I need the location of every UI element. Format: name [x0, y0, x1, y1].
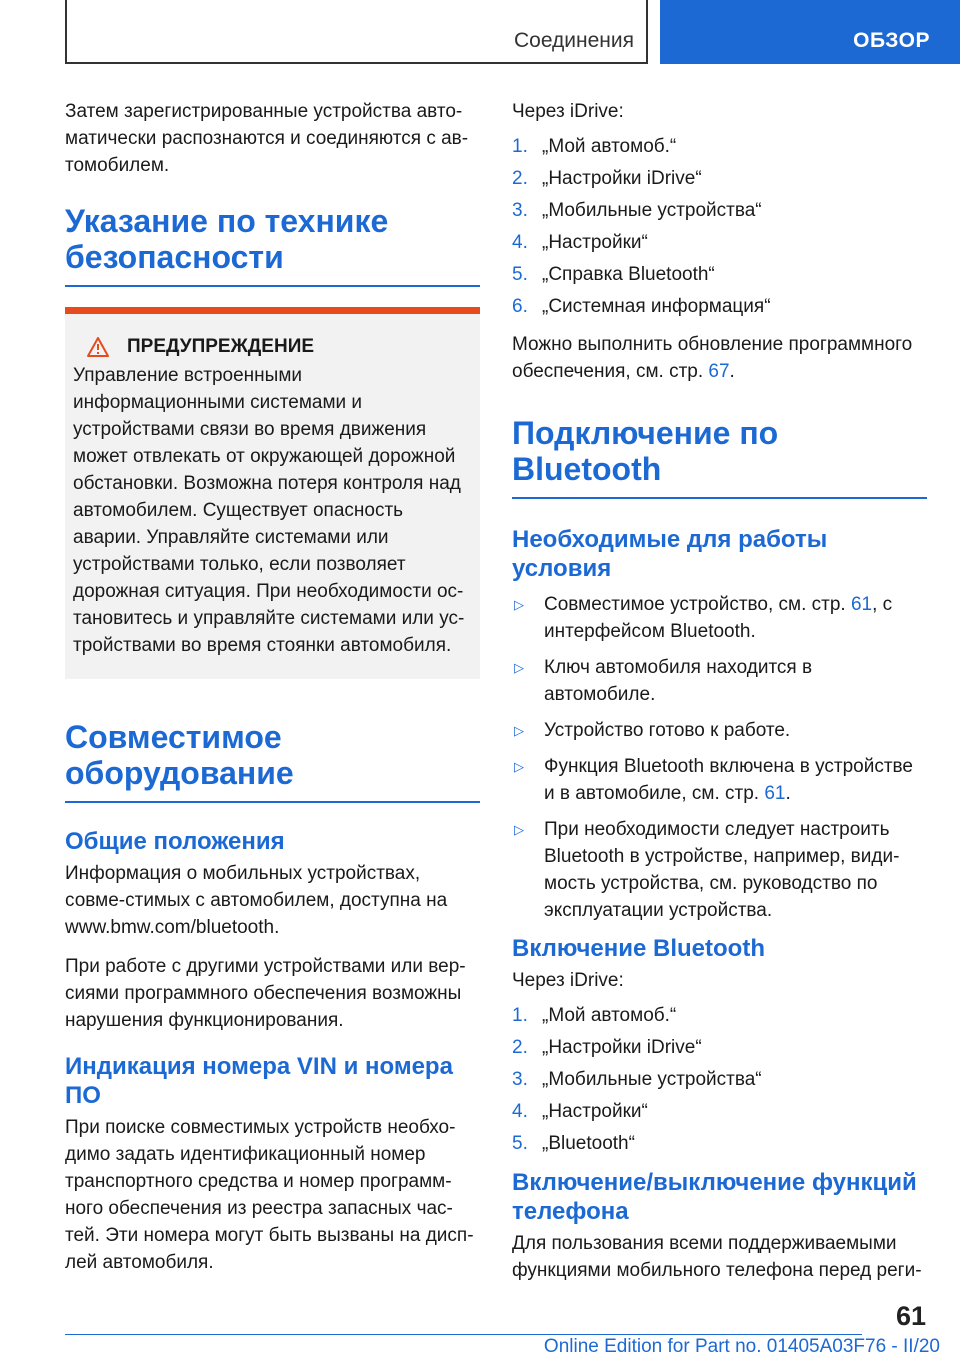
step-number: 3. — [512, 1069, 528, 1090]
step-item — [512, 1032, 927, 1064]
step-item — [512, 259, 927, 291]
step-text: „Настройки“ — [542, 1101, 648, 1122]
update-text: Можно выполнить обновление программного обеспечения, см. стр. — [512, 334, 913, 382]
step-number: 2. — [512, 1037, 528, 1058]
idrive-steps-list-2 — [512, 1000, 927, 1160]
right-column — [512, 98, 927, 1296]
requirement-item — [512, 591, 927, 645]
step-number: 4. — [512, 232, 528, 253]
triangle-bullet-icon: ▷ — [514, 723, 524, 738]
step-number: 6. — [512, 296, 528, 317]
step-number: 5. — [512, 264, 528, 285]
requirement-text-main: Ключ автомобиля находится в автомобиле. — [544, 657, 813, 705]
page-reference-link[interactable]: 61 — [764, 783, 786, 804]
triangle-bullet-icon: ▷ — [514, 759, 524, 774]
general-heading: Общие положения — [65, 828, 285, 855]
header-overview-tab[interactable] — [660, 0, 960, 64]
header-section-title: Соединения — [513, 29, 634, 52]
requirement-text-main: При необходимости следует настроить Bluetooth в устройстве, например, види-мость устройства, см. руководство по эксплуатации устройства. — [544, 819, 900, 921]
requirement-text — [544, 816, 927, 924]
step-text: „Настройки iDrive“ — [542, 168, 702, 189]
enable-bluetooth-heading: Включение Bluetooth — [512, 935, 765, 962]
header-section-tab — [65, 0, 648, 64]
intro-paragraph: Затем зарегистрированные устройства авто-матически распознаются и соединяются с ав-томобилем. — [65, 101, 469, 176]
step-item — [512, 227, 927, 259]
requirement-item — [512, 753, 927, 807]
requirement-item — [512, 717, 927, 744]
requirements-heading: Необходимые для работы условия — [512, 526, 828, 582]
step-number: 4. — [512, 1101, 528, 1122]
warning-box — [65, 314, 480, 679]
safety-heading: Указание по технике безопасности — [65, 203, 480, 287]
step-text: „Мобильные устройства“ — [542, 200, 762, 221]
requirement-text-main: Функция Bluetooth включена в устройстве и в автомобиле, см. стр. — [544, 756, 913, 804]
step-item — [512, 195, 927, 227]
step-item — [512, 1000, 927, 1032]
step-number: 2. — [512, 168, 528, 189]
requirement-text — [544, 654, 927, 708]
general-paragraph-2: При работе с другими устройствами или вер-сиями программного обеспечения возможны нарушения функционирования. — [65, 956, 466, 1031]
phone-functions-heading: Включение/выключение функций телефона — [512, 1169, 917, 1225]
step-text: „Настройки iDrive“ — [542, 1037, 702, 1058]
warning-text: Управление встроенными информационными системами и устройствами связи во время движения может отвлекать от окружающей дорожной обстановки. Возможна потеря контроля над автомобилем. Существует опасность аварии. Управляйте системами или устройствами только, если позволяет дорожная ситуация. При необходимости ос-тановитесь и управляйте системами или ус-тройствами во время стоянки автомобиля. — [73, 365, 465, 656]
vin-paragraph: При поиске совместимых устройств необхо-димо задать идентификационный номер транспортного средства и номер программ-ного обеспечения из реестра запасных час-тей. Эти номера могут быть вызваны на дисп-лей автомобиля. — [65, 1117, 474, 1273]
step-item — [512, 131, 927, 163]
update-paragraph: Можно выполнить обновление программного обеспечения, см. стр. 67. — [512, 334, 913, 382]
step-number: 1. — [512, 1005, 528, 1026]
warning-bar — [65, 307, 480, 314]
via-idrive-2: Через iDrive: — [512, 970, 624, 991]
requirement-text-tail: . — [785, 783, 791, 804]
via-idrive-1: Через iDrive: — [512, 101, 624, 122]
phone-paragraph: Для пользования всеми поддерживаемыми функциями мобильного телефона перед реги- — [512, 1233, 922, 1281]
requirements-list — [512, 591, 927, 924]
step-item — [512, 1096, 927, 1128]
requirement-text-tail: , с интерфейсом Bluetooth. — [544, 594, 893, 642]
requirement-item — [512, 816, 927, 924]
step-number: 5. — [512, 1133, 528, 1154]
warning-title: ПРЕДУПРЕЖДЕНИЕ — [127, 336, 315, 357]
requirement-item — [512, 654, 927, 708]
requirement-text — [544, 753, 927, 807]
step-text: „Bluetooth“ — [542, 1133, 635, 1154]
idrive-steps-list-1 — [512, 131, 927, 323]
triangle-bullet-icon: ▷ — [514, 822, 524, 837]
step-item — [512, 1064, 927, 1096]
update-page-link[interactable]: 67 — [708, 361, 730, 382]
bluetooth-heading: Подключение по Bluetooth — [512, 415, 927, 499]
warning-title-row — [73, 336, 472, 358]
step-text: „Мой автомоб.“ — [542, 1005, 677, 1026]
footer-edition: Online Edition for Part no. 01405A03F76 - II/20 — [543, 1336, 940, 1357]
step-text: „Справка Bluetooth“ — [542, 264, 715, 285]
header-overview-label: ОБЗОР — [853, 29, 930, 52]
step-text: „Системная информация“ — [542, 296, 771, 317]
step-number: 1. — [512, 136, 528, 157]
page-number: 61 — [895, 1301, 926, 1331]
requirement-text — [544, 591, 927, 645]
step-text: „Настройки“ — [542, 232, 648, 253]
step-text: „Мобильные устройства“ — [542, 1069, 762, 1090]
step-item — [512, 1128, 927, 1160]
step-item — [512, 291, 927, 323]
compat-heading: Совместимое оборудование — [65, 719, 480, 803]
vin-heading: Индикация номера VIN и номера ПО — [65, 1053, 453, 1109]
requirement-text-main: Совместимое устройство, см. стр. — [544, 594, 851, 615]
footer-divider — [65, 1334, 862, 1335]
triangle-bullet-icon: ▷ — [514, 597, 524, 612]
step-item — [512, 163, 927, 195]
general-paragraph-1: Информация о мобильных устройствах, совме-стимых с автомобилем, доступна на www.bmw.com/bluetooth. — [65, 863, 448, 938]
warning-triangle-icon — [87, 337, 109, 357]
step-text: „Мой автомоб.“ — [542, 136, 677, 157]
left-column — [65, 98, 480, 1288]
requirement-text — [544, 717, 790, 744]
page-reference-link[interactable]: 61 — [850, 594, 873, 615]
step-number: 3. — [512, 200, 528, 221]
requirement-text-main: Устройство готово к работе. — [544, 720, 791, 741]
triangle-bullet-icon: ▷ — [514, 660, 524, 675]
